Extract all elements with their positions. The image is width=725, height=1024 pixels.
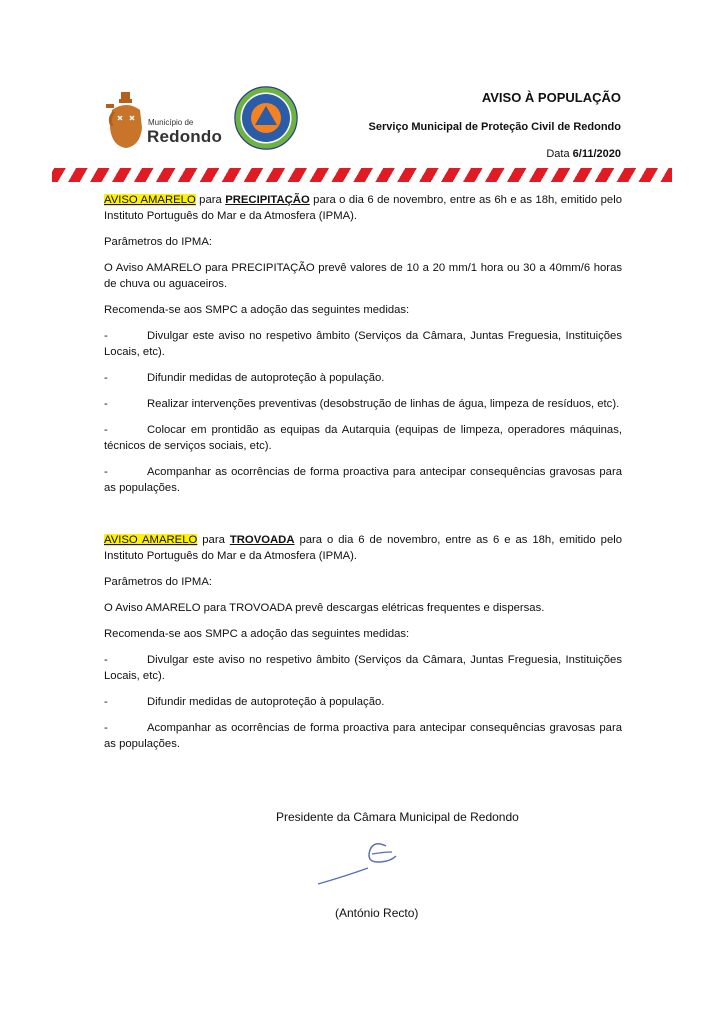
list-item (104, 720, 622, 752)
list-marker: - (104, 398, 108, 410)
section-gap (104, 506, 622, 532)
service-name: Serviço Municipal de Proteção Civil de Redondo (368, 121, 621, 133)
list-item-text: Acompanhar as ocorrências de forma proactiva para antecipar consequências gravosas para as populações. (104, 722, 622, 750)
civil-protection-icon (234, 86, 298, 150)
logo-small-text: Município de (148, 118, 194, 127)
aviso1-params-label: Parâmetros do IPMA: (104, 236, 212, 248)
aviso2-recommend: Recomenda-se aos SMPC a adoção das seguintes medidas: (104, 628, 410, 640)
list-item-text: Divulgar este aviso no respetivo âmbito (Serviços da Câmara, Juntas Freguesia, Instituições Locais, etc). (104, 330, 622, 358)
aviso2-para: para (202, 534, 225, 546)
list-marker: - (104, 330, 108, 342)
list-item-text: Divulgar este aviso no respetivo âmbito (Serviços da Câmara, Juntas Freguesia, Instituições Locais, etc). (104, 654, 622, 682)
protecao-civil-seal (234, 86, 298, 150)
date-value: 6/11/2020 (572, 148, 621, 160)
logo-big-text: Redondo (147, 127, 223, 146)
list-item-text: Colocar em prontidão as equipas da Autarquia (equipas de limpeza, operadores máquinas, técnicos de serviços sociais, etc). (104, 424, 622, 452)
list-item (104, 396, 622, 412)
aviso2-intro (104, 532, 622, 564)
list-marker: - (104, 722, 108, 734)
signatory-title: Presidente da Câmara Municipal de Redondo (276, 810, 519, 824)
aviso2-params-label: Parâmetros do IPMA: (104, 576, 212, 588)
aviso1-para: para (199, 194, 222, 206)
aviso1-intro (104, 192, 622, 224)
date-label: Data (546, 148, 570, 160)
list-marker: - (104, 424, 108, 436)
list-item (104, 652, 622, 684)
aviso2-badge: AVISO AMARELO (104, 534, 198, 546)
list-marker: - (104, 654, 108, 666)
list-item (104, 422, 622, 454)
list-item (104, 370, 622, 386)
list-item (104, 464, 622, 496)
list-marker: - (104, 466, 108, 478)
aviso2-params-text: O Aviso AMARELO para TROVOADA prevê descargas elétricas frequentes e dispersas. (104, 602, 545, 614)
signature-icon (316, 832, 416, 890)
list-item (104, 328, 622, 360)
aviso1-badge: AVISO AMARELO (104, 194, 196, 206)
date-line (546, 148, 621, 160)
jug-icon (104, 90, 148, 150)
municipio-redondo-logo (104, 90, 229, 150)
warning-stripe-divider (52, 168, 672, 182)
list-item-text: Realizar intervenções preventivas (desobstrução de linhas de água, limpeza de resíduos, etc). (147, 398, 620, 410)
signatory-name: (António Recto) (335, 906, 419, 920)
list-item (104, 694, 622, 710)
aviso1-rest: para o dia 6 de novembro, entre as 6h e as 18h, emitido pelo Instituto Português do Mar e da Atmosfera (IPMA). (104, 194, 623, 222)
list-marker: - (104, 696, 108, 708)
aviso1-hazard: PRECIPITAÇÃO (225, 194, 310, 206)
aviso1-params-text: O Aviso AMARELO para PRECIPITAÇÃO prevê valores de 10 a 20 mm/1 hora ou 30 a 40mm/6 horas de chuva ou aguaceiros. (104, 262, 622, 290)
list-item-text: Difundir medidas de autoproteção à população. (147, 696, 385, 708)
handwritten-signature (316, 832, 416, 890)
aviso1-recommend: Recomenda-se aos SMPC a adoção das seguintes medidas: (104, 304, 410, 316)
list-marker: - (104, 372, 108, 384)
list-item-text: Difundir medidas de autoproteção à população. (147, 372, 385, 384)
notice-title: AVISO À POPULAÇÃO (481, 90, 621, 105)
aviso2-rest: para o dia 6 de novembro, entre as 6 e as 18h, emitido pelo Instituto Português do Mar e da Atmosfera (IPMA). (104, 534, 623, 562)
aviso2-measures-list (104, 652, 622, 752)
aviso1-measures-list (104, 328, 622, 496)
notice-body (104, 192, 622, 762)
aviso2-hazard: TROVOADA (229, 534, 295, 546)
list-item-text: Acompanhar as ocorrências de forma proactiva para antecipar consequências gravosas para as populações. (104, 466, 622, 494)
